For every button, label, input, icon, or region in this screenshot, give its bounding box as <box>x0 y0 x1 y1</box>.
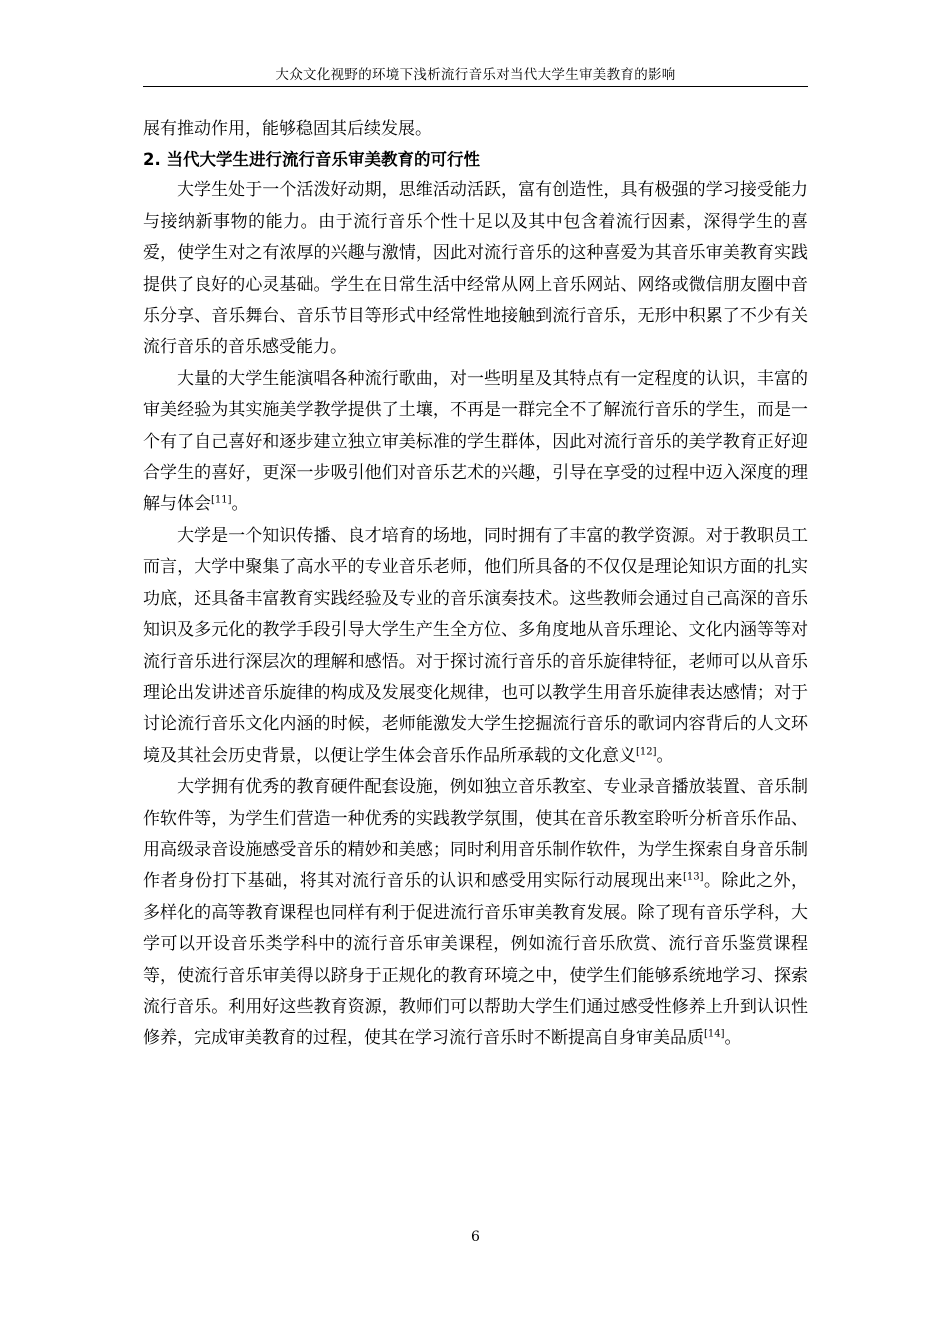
paragraph-4-text: 大学拥有优秀的教育硬件配套设施，例如独立音乐教室、专业录音播放装置、音乐制作软件等，为学生们营造一种优秀的实践教学氛围，使其在音乐教室聆听分析音乐作品、用高级录音设施感受音乐的精妙和美感；同时利用音乐制作软件，为学生探索自身音乐制作者身份打下基础，将其对流行音乐的认识和感受用实际行动展现出来 <box>143 777 808 892</box>
paragraph-2-tail: 。 <box>231 494 249 515</box>
paragraph-4 <box>143 772 808 1055</box>
citation-12: [12] <box>636 746 657 758</box>
citation-14: [14] <box>704 1028 725 1040</box>
header-rule <box>143 86 808 87</box>
citation-11: [11] <box>211 494 232 506</box>
paragraph-4-end: 。 <box>724 1028 742 1049</box>
body-text <box>143 114 808 1055</box>
paragraph-1-text: 大学生处于一个活泼好动期，思维活动活跃，富有创造性，具有极强的学习接受能力与接纳新事物的能力。由于流行音乐个性十足以及其中包含着流行因素，深得学生的喜爱，使学生对之有浓厚的兴趣与激情，因此对流行音乐的这种喜爱为其音乐审美教育实践提供了良好的心灵基础。学生在日常生活中经常从网上音乐网站、网络或微信朋友圈中音乐分享、音乐舞台、音乐节目等形式中经常性地接触到流行音乐，无形中积累了不少有关流行音乐的音乐感受能力。 <box>143 180 808 358</box>
paragraph-3-tail: 。 <box>656 745 674 766</box>
paragraph-3-text: 大学是一个知识传播、良才培育的场地，同时拥有了丰富的教学资源。对于教职员工而言，大学中聚集了高水平的专业音乐老师，他们所具备的不仅仅是理论知识方面的扎实功底，还具备丰富教育实践经验及专业的音乐演奏技术。这些教师会通过自己高深的音乐知识及多元化的教学手段引导大学生产生全方位、多角度地从音乐理论、文化内涵等等对流行音乐进行深层次的理解和感悟。对于探讨流行音乐的音乐旋律特征，老师可以从音乐理论出发讲述音乐旋律的构成及发展变化规律，也可以教学生用音乐旋律表达感情；对于讨论流行音乐文化内涵的时候，老师能激发大学生挖掘流行音乐的歌词内容背后的人文环境及其社会历史背景，以便让学生体会音乐作品所承载的文化意义 <box>143 525 808 766</box>
paragraph-3 <box>143 521 808 772</box>
section-heading: 2. 当代大学生进行流行音乐审美教育的可行性 <box>143 150 480 170</box>
paragraph-2 <box>143 364 808 521</box>
paragraph-4-tail: 。除此之外，多样化的高等教育课程也同样有利于促进流行音乐审美教育发展。除了现有音乐学科，大学可以开设音乐类学科中的流行音乐审美课程，例如流行音乐欣赏、流行音乐鉴赏课程等，使流行音乐审美得以跻身于正规化的教育环境之中，使学生们能够系统地学习、探索流行音乐。利用好这些教育资源，教师们可以帮助大学生们通过感受性修养上升到认识性修养，完成审美教育的过程，使其在学习流行音乐时不断提高自身审美品质 <box>143 871 809 1049</box>
paragraph-2-text: 大量的大学生能演唱各种流行歌曲，对一些明星及其特点有一定程度的认识，丰富的审美经验为其实施美学教学提供了土壤，不再是一群完全不了解流行音乐的学生，而是一个有了自己喜好和逐步建立独立审美标准的学生群体，因此对流行音乐的美学教育正好迎合学生的喜好，更深一步吸引他们对音乐艺术的兴趣，引导在享受的过程中迈入深度的理解与体会 <box>143 368 808 515</box>
continued-line: 展有推动作用，能够稳固其后续发展。 <box>143 119 432 139</box>
paragraph-1 <box>143 175 808 363</box>
running-header: 大众文化视野的环境下浅析流行音乐对当代大学生审美教育的影响 <box>275 67 676 83</box>
page-number: 6 <box>471 1229 480 1245</box>
citation-13: [13] <box>682 871 704 883</box>
